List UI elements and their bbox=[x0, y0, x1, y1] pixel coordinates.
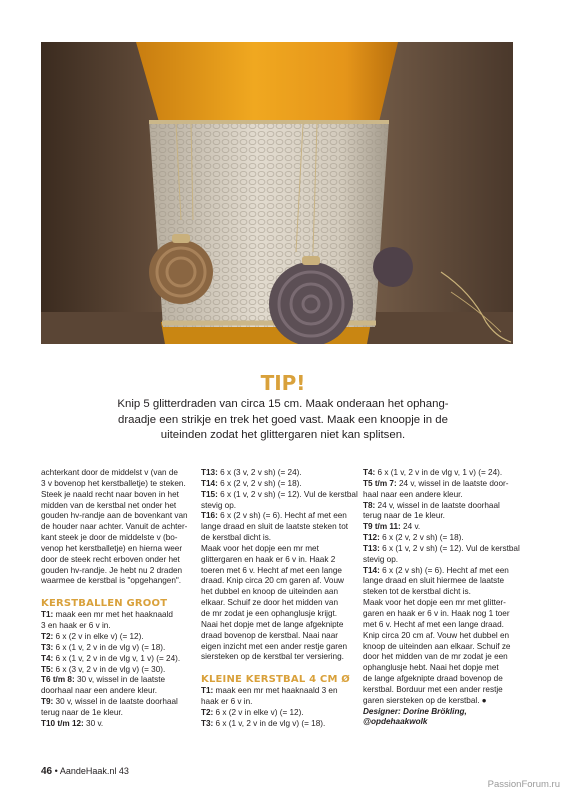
round-label: T10 t/m 12: bbox=[41, 718, 84, 728]
instruction-text: 24 v, wissel in de laatste door- bbox=[396, 478, 509, 488]
round-label: T12: bbox=[363, 533, 380, 543]
watermark: PassionForum.ru bbox=[487, 779, 560, 790]
instruction-line bbox=[41, 621, 189, 632]
instruction-text: glittergaren en haak er 6 v in. Haak 2 bbox=[201, 554, 336, 564]
round-label: T6 t/m 8: bbox=[41, 675, 75, 685]
round-label: T9 t/m 11: bbox=[363, 522, 401, 532]
instruction-text: 30 v, wissel in de laatste bbox=[74, 675, 166, 685]
instruction-line bbox=[41, 632, 189, 643]
instruction-text: lange draad en sluit hiermee de laatste bbox=[363, 576, 505, 586]
paragraph-line: waarmee de kerstbal is "opgehangen". bbox=[41, 576, 182, 586]
round-label: T3: bbox=[41, 642, 54, 652]
instruction-text: Maak voor het dopje een mr met glitter- bbox=[363, 598, 506, 608]
instruction-text: de mr zodat je een ophanglusje krijgt. bbox=[201, 608, 338, 618]
instruction-text: stevig op. bbox=[363, 554, 399, 564]
paragraph-line: achterkant door de middelst v (van de bbox=[41, 468, 178, 477]
hero-photo bbox=[41, 42, 513, 344]
instruction-text: maak een mr met het haaknaald bbox=[53, 610, 173, 620]
instruction-text: draad bovenop de kerstbal. Naai naar bbox=[201, 630, 339, 640]
footer-source: AandeHaak.nl 43 bbox=[59, 766, 129, 776]
paragraph-line: door de steek recht erboven onder het bbox=[41, 554, 180, 564]
instruction-line bbox=[41, 654, 189, 665]
instruction-text: maak een mr met haaknaald 3 en bbox=[213, 686, 338, 696]
instruction-line bbox=[41, 643, 189, 654]
instruction-line bbox=[363, 642, 515, 653]
instruction-line bbox=[363, 533, 515, 544]
instruction-line bbox=[41, 719, 189, 730]
instruction-line bbox=[201, 609, 351, 620]
round-label: T4: bbox=[363, 468, 376, 477]
instruction-line bbox=[201, 686, 351, 697]
round-label: T15: bbox=[201, 489, 218, 499]
instruction-text: de lange afgeknipte draad bovenop de bbox=[363, 674, 503, 684]
instruction-line bbox=[363, 490, 515, 501]
round-label: T14: bbox=[201, 478, 218, 488]
instruction-line bbox=[201, 708, 351, 719]
round-label: T2: bbox=[41, 631, 54, 641]
instruction-text: siersteken op de kerstbal ter versiering. bbox=[201, 652, 344, 662]
instruction-text: stevig op. bbox=[201, 500, 237, 510]
instruction-line bbox=[201, 555, 351, 566]
tip-text bbox=[80, 397, 486, 444]
instruction-line bbox=[201, 598, 351, 609]
instruction-line bbox=[201, 544, 351, 555]
instruction-text: 6 x (1 v, 2 v sh) (= 12). Vul de kerstbal bbox=[379, 543, 520, 553]
instruction-line bbox=[363, 652, 515, 663]
instruction-line bbox=[363, 696, 515, 707]
instruction-line bbox=[201, 631, 351, 642]
instruction-line bbox=[201, 522, 351, 533]
instruction-line bbox=[363, 631, 515, 642]
round-label: T14: bbox=[363, 565, 380, 575]
instruction-line bbox=[41, 665, 189, 676]
designer-handle: @opdehaakwolk bbox=[363, 717, 428, 727]
round-label: T3: bbox=[201, 718, 214, 728]
instruction-text: knoop de uiteinden aan elkaar. Schuif ze bbox=[363, 641, 511, 651]
page-footer bbox=[41, 766, 129, 777]
designer-credit: Designer: Dorine Brökling, bbox=[363, 706, 467, 716]
page-number: 46 bbox=[41, 766, 53, 777]
instruction-text: 24 v. bbox=[400, 522, 421, 532]
instruction-text: 6 x (2 v, 2 v sh) (= 18). bbox=[217, 478, 302, 488]
instruction-text: met 6 v. Hecht af met een lange draad. bbox=[363, 619, 504, 629]
instruction-text: eigen inzicht met een ander restje garen bbox=[201, 641, 348, 651]
instruction-text: Naai het dopje met de lange afgeknipte bbox=[201, 619, 344, 629]
instruction-line bbox=[201, 501, 351, 512]
instruction-line bbox=[41, 610, 189, 621]
instruction-line bbox=[201, 533, 351, 544]
paragraph-line: kant steek je door de middelste v (bo- bbox=[41, 533, 178, 543]
instruction-text: 30 v, wissel in de laatste doorhaal bbox=[53, 697, 178, 707]
instruction-text: terug naar de 1e kleur. bbox=[363, 511, 445, 521]
instruction-line bbox=[363, 685, 515, 696]
instruction-text: doorhaal naar een andere kleur. bbox=[41, 686, 158, 696]
instruction-line bbox=[363, 620, 515, 631]
instruction-text: 6 x (2 v, 2 v sh) (= 18). bbox=[379, 533, 464, 543]
column-3 bbox=[363, 468, 520, 728]
round-label: T5 t/m 7: bbox=[363, 478, 397, 488]
round-label: T5: bbox=[41, 664, 54, 674]
instruction-line bbox=[363, 663, 515, 674]
instruction-line bbox=[363, 501, 515, 512]
instruction-line bbox=[201, 511, 351, 522]
instruction-line bbox=[363, 576, 515, 587]
instruction-text: haal naar een andere kleur. bbox=[363, 489, 463, 499]
instruction-line bbox=[201, 479, 351, 490]
tip-line: uiteinden zodat het glittergaren niet kan splitsen. bbox=[160, 429, 406, 442]
instruction-text: ophanglusje hebt. Naai het dopje met bbox=[363, 663, 499, 673]
paragraph-line: gouden hv-randje. Je hebt nu 2 draden bbox=[41, 565, 183, 575]
footer-bullet: • bbox=[54, 766, 58, 776]
instruction-line bbox=[201, 620, 351, 631]
column-1 bbox=[41, 468, 189, 730]
paragraph-line: midden van de kerstbal net onder het bbox=[41, 500, 177, 510]
round-label: T13: bbox=[363, 543, 380, 553]
instruction-line bbox=[201, 566, 351, 577]
instruction-text: haak er 6 v in. bbox=[201, 697, 253, 707]
round-label: T9: bbox=[41, 697, 54, 707]
instruction-line bbox=[201, 587, 351, 598]
section-heading-kleine-kerstbal: KLEINE KERSTBAL 4 CM Ø bbox=[201, 674, 350, 686]
instruction-line bbox=[41, 708, 189, 719]
section-heading-kerstballen-groot: KERSTBALLEN GROOT bbox=[41, 598, 168, 610]
round-label: T1: bbox=[201, 686, 214, 696]
instruction-line bbox=[363, 511, 515, 522]
instruction-line bbox=[201, 697, 351, 708]
instruction-line bbox=[363, 566, 515, 577]
instruction-text: 6 x (2 v sh) (= 6). Hecht af met een bbox=[379, 565, 509, 575]
instruction-text: 6 x (1 v, 2 v sh) (= 12). Vul de kerstbal bbox=[217, 489, 358, 499]
instruction-text: toeren met 6 v. Hecht af met een lange bbox=[201, 565, 342, 575]
paragraph-line: 3 v bovenop het kerstballetje) te steken. bbox=[41, 478, 186, 488]
instruction-text: het dubbel en knoop de uiteinden aan bbox=[201, 587, 339, 597]
instruction-line bbox=[363, 609, 515, 620]
instruction-text: terug naar de 1e kleur. bbox=[41, 707, 123, 717]
instruction-text: garen siersteken op de kerstbal. ● bbox=[363, 695, 487, 705]
paragraph-line: gouden hv-randje aan de bovenkant van bbox=[41, 511, 188, 521]
tip-title: TIP! bbox=[260, 371, 306, 395]
instruction-line bbox=[41, 686, 189, 697]
instruction-text: elkaar. Schuif ze door het midden van bbox=[201, 598, 338, 608]
instruction-line bbox=[363, 674, 515, 685]
instruction-text: draad. Knip circa 20 cm garen af. Vouw bbox=[201, 576, 344, 586]
instruction-text: 6 x (2 v sh) (= 6). Hecht af met een bbox=[217, 511, 347, 521]
instruction-text: Maak voor het dopje een mr met bbox=[201, 543, 319, 553]
instruction-text: Knip circa 20 cm af. Vouw het dubbel en bbox=[363, 630, 510, 640]
instruction-line bbox=[363, 522, 515, 533]
instruction-line bbox=[41, 697, 189, 708]
instruction-line bbox=[363, 479, 515, 490]
tip-line: draadje een strikje en trek het goed vast. Maak een knoopje in de bbox=[118, 413, 448, 426]
instruction-line bbox=[201, 468, 351, 479]
instruction-line bbox=[363, 555, 515, 566]
instruction-line bbox=[363, 543, 520, 555]
instruction-text: 6 x (1 v, 2 v in de vlg v, 1 v) (= 24). bbox=[375, 468, 503, 477]
paragraph-line: Steek je naald recht naar boven in het bbox=[41, 489, 179, 499]
tip-line: Knip 5 glitterdraden van circa 15 cm. Maak onderaan het ophang- bbox=[117, 398, 449, 410]
instruction-text: kerstbal. Borduur met een ander restje bbox=[363, 684, 503, 694]
instruction-line bbox=[201, 576, 351, 587]
instruction-text: door het midden van de mr zodat je een bbox=[363, 652, 508, 662]
instruction-text: 3 en haak er 6 v in. bbox=[41, 621, 111, 631]
instruction-text: 6 x (3 v, 2 v sh) (= 24). bbox=[217, 468, 302, 477]
instruction-line bbox=[201, 652, 351, 663]
instruction-text: 24 v, wissel in de laatste doorhaal bbox=[375, 500, 500, 510]
instruction-line bbox=[363, 598, 515, 609]
instruction-line bbox=[363, 468, 515, 479]
paragraph-line: de houder naar achter. Vanuit de achter- bbox=[41, 522, 188, 532]
instruction-line bbox=[41, 675, 189, 686]
instruction-text: de kerstbal dicht is. bbox=[201, 533, 272, 543]
instruction-text: garen en haak er 6 v in. Haak nog 1 toer bbox=[363, 608, 510, 618]
instruction-text: 6 x (3 v, 2 v in de vlg v) (= 30). bbox=[53, 664, 166, 674]
instruction-text: 6 x (1 v, 2 v in de vlg v) (= 18). bbox=[53, 642, 166, 652]
round-label: T16: bbox=[201, 511, 218, 521]
instruction-line bbox=[201, 642, 351, 653]
instruction-text: 6 x (1 v, 2 v in de vlg v) (= 18). bbox=[213, 718, 326, 728]
instruction-line bbox=[363, 587, 515, 598]
instruction-text: steken tot de kerstbal dicht is. bbox=[363, 587, 471, 597]
round-label: T1: bbox=[41, 610, 54, 620]
column-2 bbox=[201, 468, 358, 730]
paragraph-line: venop het kerstballetje) en hierna weer bbox=[41, 543, 183, 553]
instruction-text: 6 x (1 v, 2 v in de vlg v, 1 v) (= 24). bbox=[53, 653, 181, 663]
round-label: T8: bbox=[363, 500, 376, 510]
instruction-text: 30 v. bbox=[83, 718, 104, 728]
instruction-text: lange draad en sluit de laatste steken tot bbox=[201, 522, 349, 532]
instruction-text: 6 x (2 v in elke v) (= 12). bbox=[213, 707, 304, 717]
round-label: T13: bbox=[201, 468, 218, 477]
round-label: T4: bbox=[41, 653, 54, 663]
instruction-text: 6 x (2 v in elke v) (= 12). bbox=[53, 631, 144, 641]
instruction-line bbox=[201, 719, 351, 730]
round-label: T2: bbox=[201, 707, 214, 717]
instruction-line bbox=[201, 489, 358, 501]
